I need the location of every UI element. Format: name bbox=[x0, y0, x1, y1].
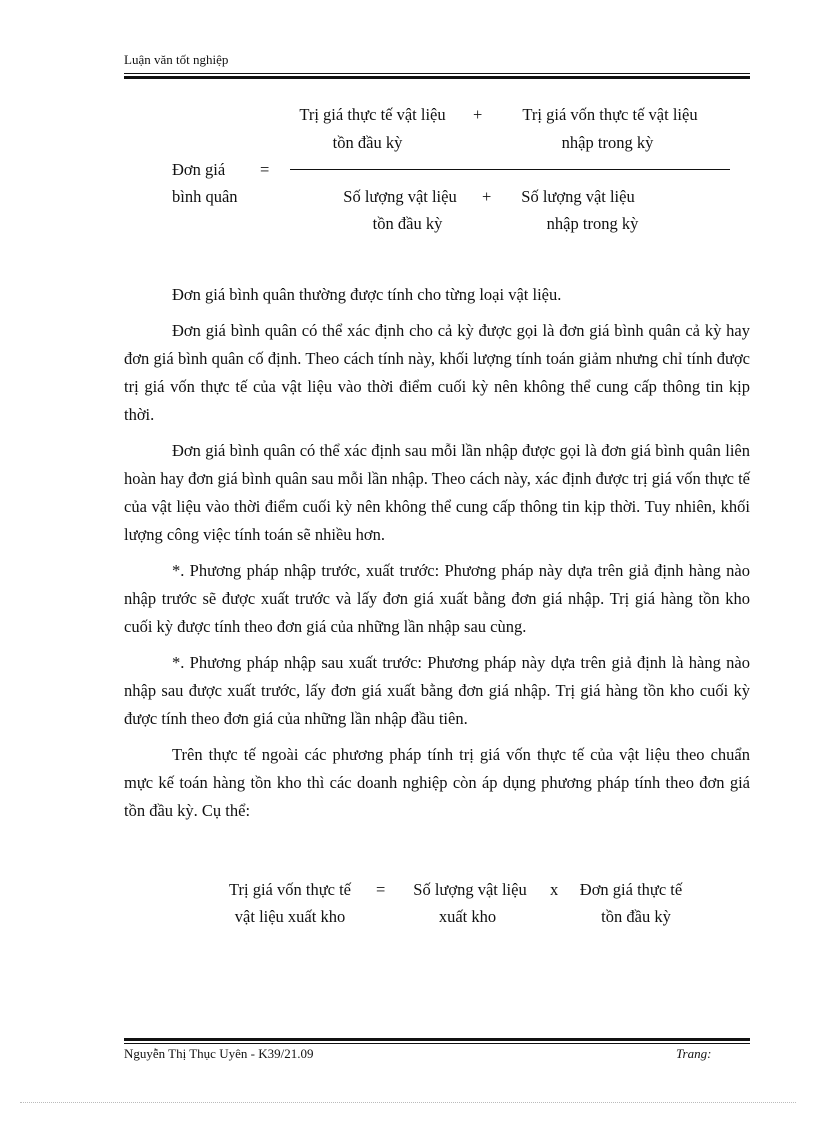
paragraph: Đơn giá bình quân có thể xác định cho cả kỳ được gọi là đơn giá bình quân cả kỳ hay đơn giá bình quân cố định. Theo cách tính này, khối lượng tính toán giảm nhưng chỉ tính được trị giá vốn thực tế của vật liệu vào thời điểm cuối kỳ nên không thể cung cấp thông tin kịp thời. bbox=[124, 321, 750, 424]
paragraph: *. Phương pháp nhập sau xuất trước: Phương pháp này dựa trên giả định là hàng nào nhập sau được xuất trước, lấy đơn giá xuất bằng đơn giá nhập. Trị giá hàng tồn kho cuối kỳ được tính theo đơn giá của những lần nhập đầu tiên. bbox=[124, 653, 750, 728]
formula2-term-b-line1: Số lượng vật liệu bbox=[413, 880, 527, 899]
footer-page-label: Trang: bbox=[676, 1046, 712, 1061]
footer-rule-thick bbox=[124, 1038, 750, 1041]
page-bottom-divider bbox=[20, 1102, 796, 1103]
numerator-right-line2: nhập trong kỳ bbox=[561, 133, 654, 152]
formula2-term-b-line2: xuất kho bbox=[438, 907, 497, 926]
numerator-left-line1: Trị giá thực tế vật liệu bbox=[299, 105, 446, 124]
denominator-left-line2: tồn đầu kỳ bbox=[372, 214, 443, 233]
fraction-bar bbox=[290, 169, 730, 170]
paragraph: Đơn giá bình quân thường được tính cho từng loại vật liệu. bbox=[172, 285, 562, 304]
formula2-term-c-line1: Đơn giá thực tế bbox=[579, 880, 683, 899]
formula2-equals: = bbox=[376, 880, 386, 899]
formula2-term-a-line1: Trị giá vốn thực tế bbox=[229, 880, 351, 899]
numerator-plus: + bbox=[473, 105, 483, 124]
denominator-left-line1: Số lượng vật liệu bbox=[343, 187, 457, 206]
numerator-left-line2: tồn đầu kỳ bbox=[332, 133, 403, 152]
header-rule-thin bbox=[124, 73, 750, 74]
numerator-right-line1: Trị giá vốn thực tế vật liệu bbox=[522, 105, 698, 124]
paragraph: *. Phương pháp nhập trước, xuất trước: Phương pháp này dựa trên giả định hàng nào nhập trước sẽ được xuất trước và lấy đơn giá xuất bằng đơn giá nhập. Trị giá hàng tồn kho cuối kỳ được tính theo đơn giá của những lần nhập sau cùng. bbox=[124, 561, 750, 636]
lhs-line2: bình quân bbox=[172, 187, 238, 206]
formula2-term-a-line2: vật liệu xuất kho bbox=[234, 907, 346, 926]
formula-equals: = bbox=[260, 160, 270, 179]
formula2-term-c-line2: tồn đầu kỳ bbox=[601, 907, 671, 926]
header-title: Luận văn tốt nghiệp bbox=[124, 52, 229, 67]
body-text bbox=[124, 281, 750, 825]
lhs-line1: Đơn giá bbox=[172, 160, 226, 179]
denominator-plus: + bbox=[482, 187, 492, 206]
denominator-right-line1: Số lượng vật liệu bbox=[521, 187, 635, 206]
footer-rule-thin bbox=[124, 1043, 750, 1044]
paragraph: Trên thực tế ngoài các phương pháp tính trị giá vốn thực tế của vật liệu theo chuẩn mực kế toán hàng tồn kho thì các doanh nghiệp còn áp dụng phương pháp tính theo đơn giá tồn đầu kỳ. Cụ thể: bbox=[124, 745, 750, 820]
header-rule-thick bbox=[124, 76, 750, 79]
formula2-times: x bbox=[550, 880, 559, 899]
denominator-right-line2: nhập trong kỳ bbox=[546, 214, 639, 233]
paragraph: Đơn giá bình quân có thể xác định sau mỗi lần nhập được gọi là đơn giá bình quân liên hoàn hay đơn giá bình quân sau mỗi lần nhập. Theo cách này, xác định được trị giá vốn thực tế của vật liệu vào thời điểm cuối kỳ nên không thể cung cấp thông tin kịp thời. Tuy nhiên, khối lượng công việc tính toán sẽ nhiều hơn. bbox=[124, 441, 750, 544]
footer-author: Nguyễn Thị Thục Uyên - K39/21.09 bbox=[124, 1046, 314, 1061]
